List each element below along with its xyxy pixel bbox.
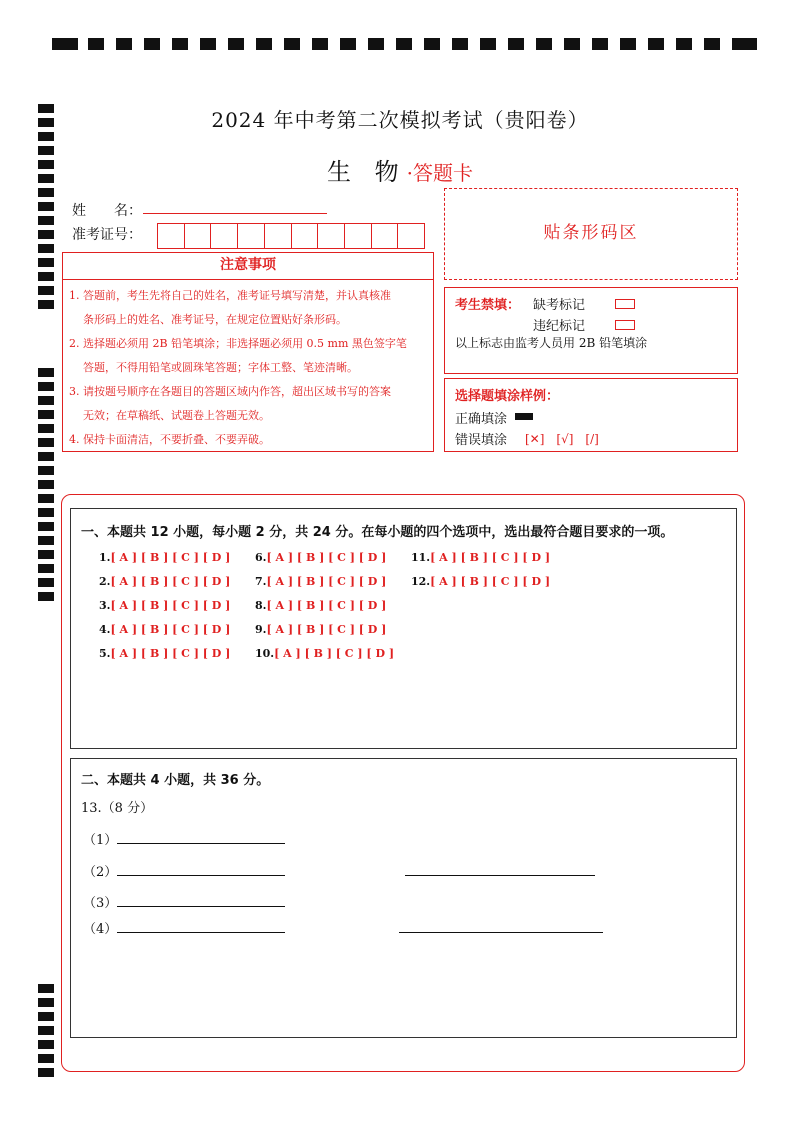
- choice-q6[interactable]: 6.[ A ] [ B ] [ C ] [ D ]: [255, 551, 387, 564]
- id-label: 准考证号：: [72, 227, 142, 243]
- absent-label: 缺考标记: [533, 298, 586, 313]
- notice-line: 条形码上的姓名、准考证号，在规定位置贴好条形码。: [83, 313, 347, 326]
- violation-label: 违纪标记: [533, 319, 586, 334]
- choice-q8[interactable]: 8.[ A ] [ B ] [ C ] [ D ]: [255, 599, 387, 612]
- answer-card-label: ·答题卡: [406, 161, 473, 185]
- fill-sample-box: [444, 378, 738, 452]
- question-13-label: 13.（8 分）: [81, 801, 154, 816]
- exam-title: 2024 年中考第二次模拟考试（贵阳卷）: [211, 108, 589, 132]
- answer-line-4b[interactable]: [399, 932, 603, 933]
- correct-mark: [515, 409, 533, 424]
- answer-line-2b[interactable]: [405, 875, 595, 876]
- absent-mark[interactable]: [615, 296, 635, 311]
- correct-label: 正确填涂: [455, 412, 508, 427]
- notice-line: 答题，不得用铅笔或圆珠笔答题；字体工整、笔迹清晰。: [83, 361, 358, 374]
- choice-q2[interactable]: 2.[ A ] [ B ] [ C ] [ D ]: [99, 575, 231, 588]
- part-4-label: （4）: [83, 922, 118, 937]
- wrong-marks: [✕] [√] [/]: [525, 432, 599, 446]
- choice-q9[interactable]: 9.[ A ] [ B ] [ C ] [ D ]: [255, 623, 387, 636]
- section-1-heading: 一、本题共 12 小题，每小题 2 分，共 24 分。在每小题的四个选项中，选出最符合题目要求的一项。: [81, 525, 674, 540]
- section-1-box: [70, 508, 737, 749]
- choice-q3[interactable]: 3.[ A ] [ B ] [ C ] [ D ]: [99, 599, 231, 612]
- part-1-label: （1）: [83, 833, 118, 848]
- barcode-area: 贴条形码区: [444, 188, 738, 280]
- choice-q10[interactable]: 10.[ A ] [ B ] [ C ] [ D ]: [255, 647, 395, 660]
- part-3-label: （3）: [83, 896, 118, 911]
- choice-q7[interactable]: 7.[ A ] [ B ] [ C ] [ D ]: [255, 575, 387, 588]
- choice-q12[interactable]: 12.[ A ] [ B ] [ C ] [ D ]: [411, 575, 551, 588]
- choice-q4[interactable]: 4.[ A ] [ B ] [ C ] [ D ]: [99, 623, 231, 636]
- forbid-note: 以上标志由监考人员用 2B 铅笔填涂: [455, 336, 648, 350]
- forbid-label: 考生禁填：: [455, 298, 521, 313]
- section-2-box: [70, 758, 737, 1038]
- choice-q11[interactable]: 11.[ A ] [ B ] [ C ] [ D ]: [411, 551, 551, 564]
- notice-box: [62, 252, 434, 452]
- choice-q5[interactable]: 5.[ A ] [ B ] [ C ] [ D ]: [99, 647, 231, 660]
- subject-name: 生 物: [327, 158, 407, 186]
- name-field[interactable]: [143, 213, 327, 214]
- notice-line: 2. 选择题必须用 2B 铅笔填涂；非选择题必须用 0.5 mm 黑色签字笔: [69, 337, 407, 350]
- choice-q1[interactable]: 1.[ A ] [ B ] [ C ] [ D ]: [99, 551, 231, 564]
- notice-line: 无效；在草稿纸、试题卷上答题无效。: [83, 409, 270, 422]
- violation-mark[interactable]: [615, 317, 635, 332]
- id-number-boxes[interactable]: [157, 223, 425, 249]
- name-label: 姓 名：: [72, 203, 142, 219]
- notice-line: 3. 请按题号顺序在各题目的答题区域内作答，超出区域书写的答案: [69, 385, 391, 398]
- answer-line-3[interactable]: [117, 906, 285, 907]
- notice-title: 注意事项: [63, 253, 433, 280]
- top-timing-marks: [52, 38, 757, 52]
- examinee-forbid-box: [444, 287, 738, 374]
- answer-line-1[interactable]: [117, 843, 285, 844]
- section-2-heading: 二、本题共 4 小题，共 36 分。: [81, 773, 270, 788]
- answer-line-2a[interactable]: [117, 875, 285, 876]
- notice-line: 4. 保持卡面清洁，不要折叠、不要弄破。: [69, 433, 270, 446]
- answer-line-4a[interactable]: [117, 932, 285, 933]
- sample-label: 选择题填涂样例：: [455, 389, 560, 404]
- subject-title: [0, 152, 800, 187]
- notice-line: 1. 答题前，考生先将自己的姓名，准考证号填写清楚，并认真核准: [69, 289, 391, 302]
- wrong-label: 错误填涂: [455, 433, 508, 448]
- part-2-label: （2）: [83, 865, 118, 880]
